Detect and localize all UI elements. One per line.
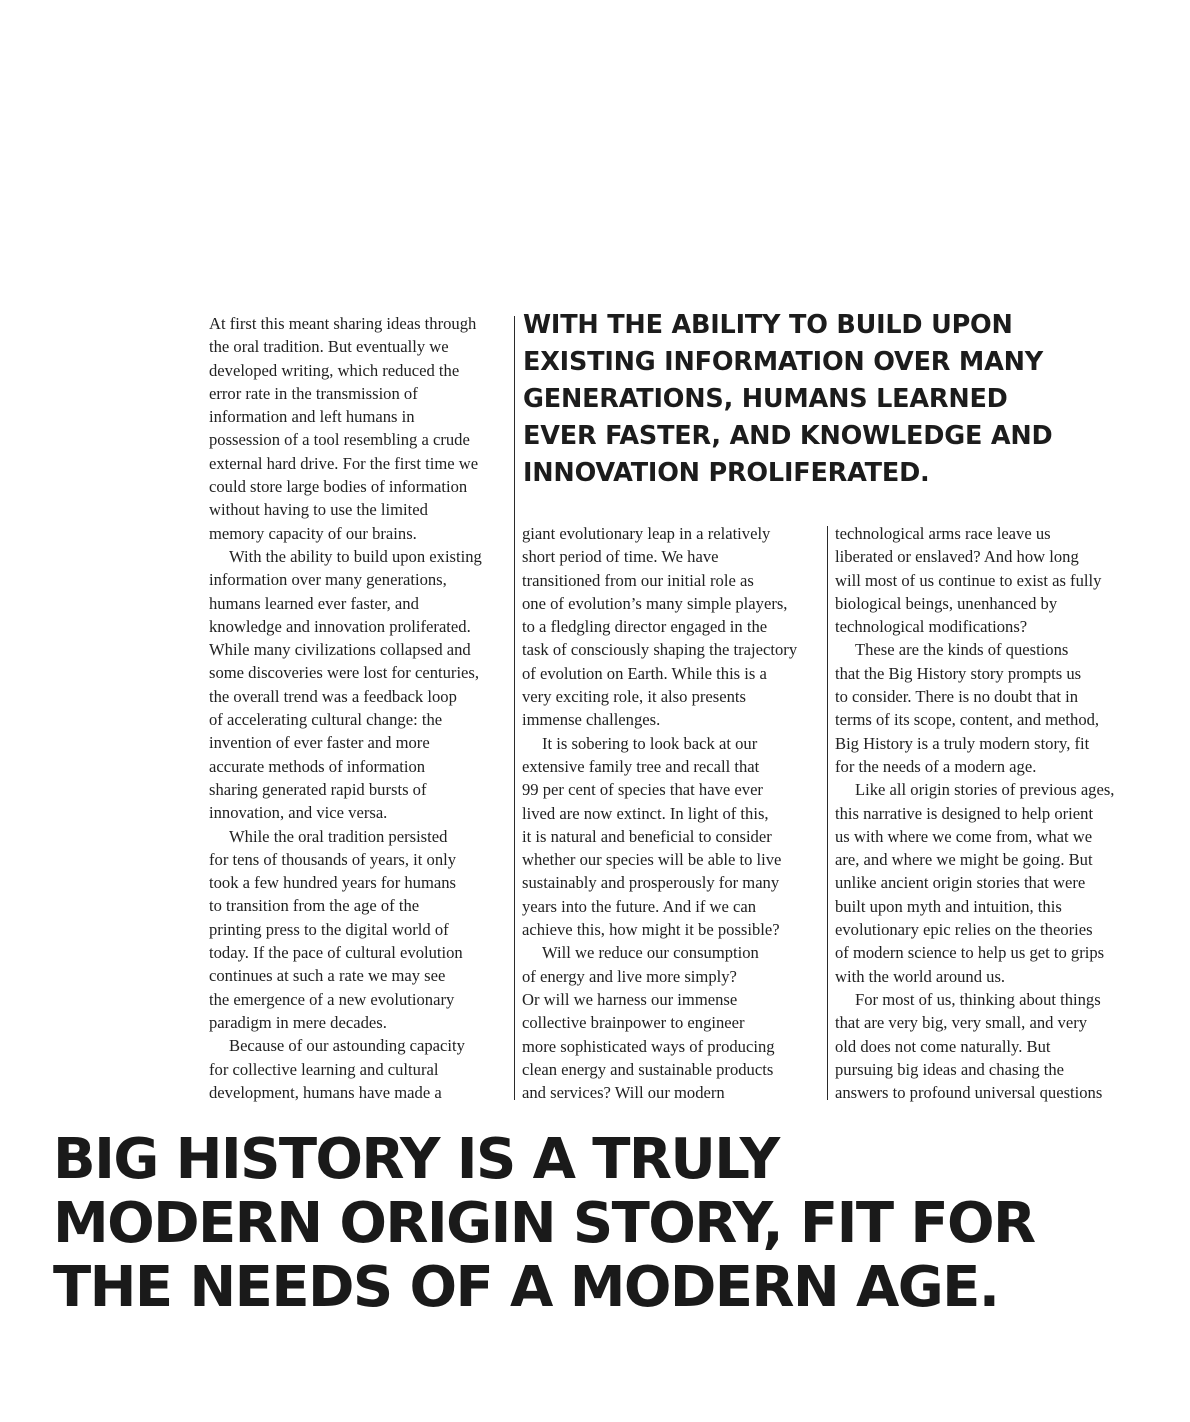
body-line: transitioned from our initial role as [522, 570, 754, 590]
body-line: to consider. There is no doubt that in [835, 687, 1079, 707]
body-line: extensive family tree and recall that [522, 756, 760, 776]
headline-line: THE NEEDS OF A MODERN AGE. [53, 1255, 999, 1320]
headline-line: MODERN ORIGIN STORY, FIT FOR [53, 1191, 1035, 1256]
body-line: of modern science to help us get to grips [835, 943, 1105, 963]
body-line: innovation, and vice versa. [209, 803, 388, 823]
body-line: unlike ancient origin stories that were [835, 873, 1086, 893]
body-line: external hard drive. For the first time we [209, 453, 479, 473]
body-line: to transition from the age of the [209, 896, 420, 916]
body-line: knowledge and innovation proliferated. [209, 616, 471, 636]
body-line: It is sobering to look back at our [542, 733, 758, 753]
body-line: collective brainpower to engineer [522, 1013, 745, 1033]
body-line: without having to use the limited [209, 500, 428, 520]
column-divider [827, 526, 828, 1100]
body-line: Will we reduce our consumption [542, 943, 759, 963]
pull-quote-line: GENERATIONS, HUMANS LEARNED [523, 384, 1008, 414]
body-line: sharing generated rapid bursts of [209, 779, 427, 799]
body-line: immense challenges. [522, 710, 661, 730]
body-column-3 [835, 522, 1135, 1104]
body-line: that are very big, very small, and very [835, 1013, 1088, 1033]
body-line: information over many generations, [209, 570, 447, 590]
body-line: error rate in the transmission of [209, 383, 418, 403]
body-line: memory capacity of our brains. [209, 523, 417, 543]
body-line: short period of time. We have [522, 547, 719, 567]
body-line: giant evolutionary leap in a relatively [522, 524, 771, 543]
body-line: the oral tradition. But eventually we [209, 337, 449, 357]
body-line: for tens of thousands of years, it only [209, 849, 457, 869]
pull-quote [523, 307, 1143, 492]
body-line: are, and where we might be going. But [835, 850, 1093, 870]
body-line: evolutionary epic relies on the theories [835, 920, 1093, 940]
pull-quote-line: INNOVATION PROLIFERATED. [523, 458, 930, 488]
body-line: technological modifications? [835, 617, 1028, 637]
body-line: lived are now extinct. In light of this, [522, 803, 769, 823]
body-line: For most of us, thinking about things [855, 989, 1101, 1009]
body-line: could store large bodies of information [209, 477, 468, 497]
body-line: whether our species will be able to live [522, 850, 782, 870]
pull-quote-line: WITH THE ABILITY TO BUILD UPON [523, 310, 1013, 340]
body-line: achieve this, how might it be possible? [522, 920, 780, 940]
body-line: for collective learning and cultural [209, 1059, 439, 1079]
body-line: invention of ever faster and more [209, 733, 430, 753]
body-line: terms of its scope, content, and method, [835, 710, 1100, 730]
body-column-1 [209, 312, 509, 1104]
body-line: some discoveries were lost for centuries, [209, 663, 480, 683]
body-line: will most of us continue to exist as fully [835, 570, 1102, 590]
body-line: biological beings, unenhanced by [835, 593, 1058, 613]
body-line: development, humans have made a [209, 1082, 442, 1102]
body-line: us with where we come from, what we [835, 826, 1093, 846]
body-line: sustainably and prosperously for many [522, 873, 780, 893]
headline [53, 1128, 1153, 1320]
body-line: These are the kinds of questions [855, 640, 1069, 660]
body-line: humans learned ever faster, and [209, 593, 419, 613]
body-line: and services? Will our modern [522, 1083, 725, 1103]
body-line: possession of a tool resembling a crude [209, 430, 470, 450]
body-line: the overall trend was a feedback loop [209, 686, 457, 706]
body-line: with the world around us. [835, 966, 1006, 986]
body-line: liberated or enslaved? And how long [835, 547, 1079, 567]
body-line: very exciting role, it also presents [522, 687, 746, 707]
body-line: old does not come naturally. But [835, 1036, 1051, 1056]
body-line: printing press to the digital world of [209, 919, 449, 939]
body-line: Big History is a truly modern story, fit [835, 733, 1090, 753]
body-line: clean energy and sustainable products [522, 1059, 774, 1079]
body-line: of evolution on Earth. While this is a [522, 663, 767, 683]
body-line: years into the future. And if we can [522, 896, 757, 916]
body-column-2 [522, 522, 822, 1104]
body-line: of accelerating cultural change: the [209, 710, 443, 730]
body-line: one of evolution’s many simple players, [522, 593, 788, 613]
body-line: With the ability to build upon existing [229, 546, 482, 566]
body-line: accurate methods of information [209, 756, 426, 776]
body-line: While the oral tradition persisted [229, 826, 448, 846]
body-line: today. If the pace of cultural evolution [209, 943, 463, 963]
body-line: technological arms race leave us [835, 524, 1051, 543]
body-line: it is natural and beneficial to consider [522, 826, 772, 846]
body-line: 99 per cent of species that have ever [522, 780, 763, 800]
body-line: developed writing, which reduced the [209, 360, 460, 380]
pull-quote-line: EXISTING INFORMATION OVER MANY [523, 347, 1044, 377]
body-line: continues at such a rate we may see [209, 966, 446, 986]
body-line: task of consciously shaping the trajectory [522, 640, 798, 660]
body-line: answers to profound universal questions [835, 1083, 1103, 1103]
body-line: took a few hundred years for humans [209, 873, 456, 893]
body-line: more sophisticated ways of producing [522, 1036, 775, 1056]
body-line: Like all origin stories of previous ages, [855, 780, 1115, 800]
body-line: this narrative is designed to help orient [835, 803, 1094, 823]
body-line: that the Big History story prompts us [835, 663, 1082, 683]
pull-quote-line: EVER FASTER, AND KNOWLEDGE AND [523, 421, 1053, 451]
body-line: for the needs of a modern age. [835, 756, 1037, 776]
body-line: built upon myth and intuition, this [835, 896, 1062, 916]
body-line: Because of our astounding capacity [229, 1036, 465, 1056]
body-line: the emergence of a new evolutionary [209, 989, 455, 1009]
body-line: While many civilizations collapsed and [209, 640, 471, 660]
body-line: At first this meant sharing ideas through [209, 314, 477, 333]
headline-line: BIG HISTORY IS A TRULY [53, 1127, 779, 1192]
body-line: Or will we harness our immense [522, 989, 738, 1009]
body-line: information and left humans in [209, 407, 415, 427]
body-line: of energy and live more simply? [522, 966, 737, 986]
column-divider [514, 316, 515, 1100]
body-line: pursuing big ideas and chasing the [835, 1059, 1065, 1079]
body-line: to a fledgling director engaged in the [522, 617, 768, 637]
body-line: paradigm in mere decades. [209, 1012, 387, 1032]
